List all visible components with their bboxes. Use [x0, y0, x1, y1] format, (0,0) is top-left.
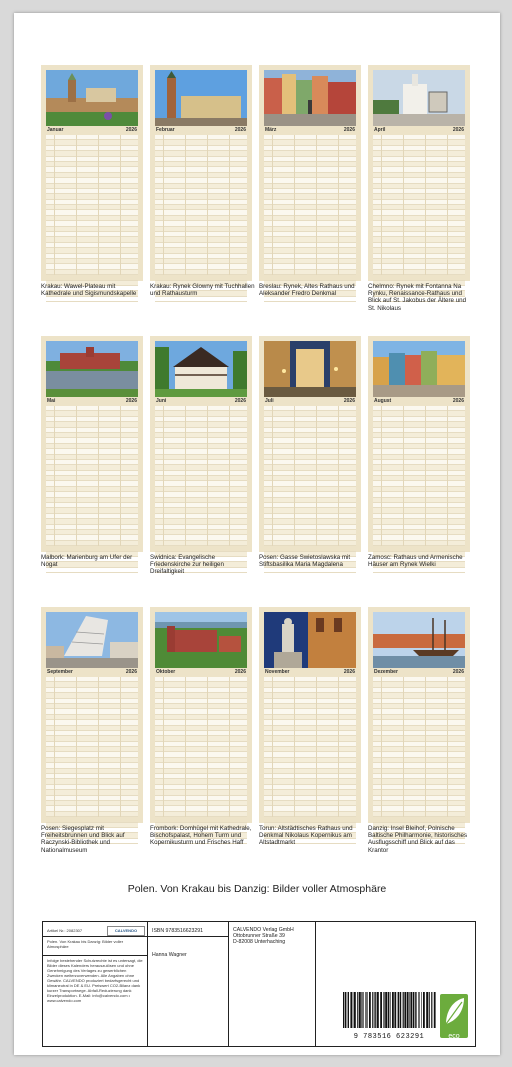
barcode-bar	[345, 992, 346, 1028]
planner-column-line	[98, 135, 99, 275]
planner-column-line	[207, 677, 208, 817]
photo-september	[46, 612, 138, 668]
eco-badge	[440, 994, 468, 1038]
month-year: 2026	[452, 398, 464, 404]
barcode-bars	[339, 992, 439, 1028]
photo-februar	[155, 70, 247, 126]
planner-column-line	[272, 406, 273, 546]
calendar-sheet	[14, 13, 500, 1055]
barcode-bar	[375, 992, 376, 1028]
barcode-bar	[390, 992, 391, 1028]
barcode-bar	[403, 992, 404, 1028]
planner-column-line	[381, 677, 382, 817]
month-card-januar	[41, 65, 143, 281]
photo-oktober	[155, 612, 247, 668]
month-year: 2026	[234, 669, 246, 675]
month-year: 2026	[234, 127, 246, 133]
planner-row	[264, 568, 356, 573]
month-card-oktober	[150, 607, 252, 823]
publisher-column	[229, 922, 316, 1046]
product-info-column	[43, 922, 148, 1046]
article-number: Artikel Nr.: 2082307	[47, 928, 83, 933]
barcode-bar	[361, 992, 362, 1028]
calendar-subtitle: Polen. Von Krakau bis Danzig: Bilder voller Atmosphäre	[127, 883, 387, 895]
photo-august	[373, 341, 465, 397]
planner-grid	[264, 406, 356, 546]
planner-column-line	[76, 677, 77, 817]
planner-column-line	[381, 135, 382, 275]
caption-april: Chelmno: Rynek mit Fontanna Na Rynku, Renaissance-Rathaus und Blick auf St. Jakobus der Ältere und St. Nikolaus	[368, 283, 467, 312]
publisher-city: D-82008 Unterhaching	[233, 939, 286, 945]
barcode-bar	[343, 992, 344, 1028]
planner-grid	[264, 135, 356, 275]
planner-column-line	[54, 135, 55, 275]
month-year: 2026	[452, 127, 464, 133]
barcode-bar	[366, 992, 367, 1028]
calvendo-logo: CALVENDO	[107, 926, 145, 936]
barcode-bar	[372, 992, 373, 1028]
month-name: Dezember	[374, 669, 398, 675]
planner-column-line	[338, 406, 339, 546]
planner-column-line	[272, 135, 273, 275]
month-card-juni	[150, 336, 252, 552]
barcode-bar	[413, 992, 414, 1028]
planner-column-line	[207, 406, 208, 546]
planner-grid	[155, 406, 247, 546]
planner-column-line	[229, 677, 230, 817]
month-name: Juni	[156, 398, 167, 404]
barcode-bar	[348, 992, 349, 1028]
caption-januar: Krakau: Wawel-Plateau mit Kathedrale und Sigismundskapelle	[41, 283, 137, 298]
barcode-number: 9 783516 623291	[353, 1033, 425, 1041]
photo-dezember	[373, 612, 465, 668]
barcode-bar	[423, 992, 425, 1028]
barcode-bar	[353, 992, 354, 1028]
month-card-september	[41, 607, 143, 823]
barcode-bar	[400, 992, 401, 1028]
barcode-bar	[429, 992, 430, 1028]
planner-column-line	[294, 135, 295, 275]
planner-grid	[373, 677, 465, 817]
planner-column-line	[185, 135, 186, 275]
planner-column-line	[294, 406, 295, 546]
planner-column-line	[163, 135, 164, 275]
barcode-bar	[421, 992, 422, 1028]
planner-column-line	[98, 677, 99, 817]
planner-column-line	[425, 677, 426, 817]
publisher-street: Ottobrunner Straße 39	[233, 933, 285, 939]
barcode-bar	[377, 992, 379, 1028]
planner-column-line	[447, 677, 448, 817]
planner-column-line	[425, 406, 426, 546]
caption-dezember: Danzig: Insel Bleihof, Polnische Baltische Philharmonie, historisches Ausflugsschiff und Blick auf das Krantor	[368, 825, 468, 854]
author-name: Hanna Wagner	[152, 952, 187, 958]
eco-label: eco	[448, 1033, 460, 1040]
planner-column-line	[120, 135, 121, 275]
barcode-bar	[369, 992, 371, 1028]
planner-column-line	[316, 135, 317, 275]
photo-juni	[155, 341, 247, 397]
planner-column-line	[120, 406, 121, 546]
planner-grid	[155, 135, 247, 275]
barcode-bar	[431, 992, 432, 1028]
planner-column-line	[294, 677, 295, 817]
caption-oktober: Frombork: Domhügel mit Kathedrale, Bischofspalast, Hohem Turm und Kopernikusturm und Frisches Haff	[150, 825, 252, 847]
month-year: 2026	[125, 669, 137, 675]
barcode-bar	[434, 992, 436, 1028]
barcode-bar	[416, 992, 417, 1028]
barcode-bar	[365, 992, 366, 1028]
planner-column-line	[207, 135, 208, 275]
planner-column-line	[120, 677, 121, 817]
barcode-bar	[418, 992, 419, 1028]
photo-mai	[46, 341, 138, 397]
caption-august: Zamosc: Rathaus und Armenische Häuser am Rynek Wielki	[368, 554, 463, 569]
barcode-bar	[380, 992, 382, 1028]
barcode-bar	[354, 992, 356, 1028]
planner-column-line	[316, 406, 317, 546]
month-year: 2026	[234, 398, 246, 404]
month-year: 2026	[125, 127, 137, 133]
caption-september: Posen: Siegesplatz mit Freiheitsbrunnen und Blick auf Raczynski-Bibliothek und Nationalmuseum	[41, 825, 125, 854]
month-card-mai	[41, 336, 143, 552]
product-info-box	[42, 921, 476, 1047]
month-name: Mai	[47, 398, 56, 404]
planner-column-line	[229, 406, 230, 546]
barcode-column	[316, 922, 475, 1046]
planner-column-line	[54, 677, 55, 817]
month-card-dezember	[368, 607, 470, 823]
month-year: 2026	[343, 398, 355, 404]
barcode-bar	[385, 992, 387, 1028]
month-year: 2026	[125, 398, 137, 404]
planner-column-line	[54, 406, 55, 546]
legal-notice: Infolge bestehender Schutzrechte ist es untersagt, die Bilder dieses Kalenders herauszulösen und ohne Genehmigung des Verlages zu gewerblichen Zwecken weiterzuverwenden. Alle Angaben ohne Gewähr. CALVENDO produziert bedarfsgerecht und klimaneutral in DE & EU. Preiswert CO2-Bilanz dank kurzer Transportwege. Abfall-Reduzierung dank Einzelproduktion. E-Mail: info@calvendo.com • www.calvendo.com	[47, 958, 143, 1003]
leaf-icon	[440, 994, 468, 1028]
planner-column-line	[76, 135, 77, 275]
month-name: März	[265, 127, 277, 133]
barcode-bar	[392, 992, 394, 1028]
planner-grid	[264, 677, 356, 817]
planner-column-line	[403, 406, 404, 546]
month-card-februar	[150, 65, 252, 281]
barcode-bar	[404, 992, 406, 1028]
barcode-bar	[410, 992, 412, 1028]
barcode	[339, 992, 439, 1041]
planner-row	[264, 297, 356, 302]
planner-grid	[373, 406, 465, 546]
caption-juli: Posen: Gasse Swietoslawska mit Stiftsbasilika Maria Magdalena	[259, 554, 351, 569]
month-name: August	[374, 398, 392, 404]
caption-november: Torun: Altstädtisches Rathaus und Denkmal Nikolaus Kopernikus am Altstadtmarkt	[259, 825, 353, 847]
month-card-november	[259, 607, 361, 823]
month-card-maerz	[259, 65, 361, 281]
planner-grid	[46, 677, 138, 817]
planner-grid	[46, 406, 138, 546]
month-name: April	[374, 127, 386, 133]
barcode-bar	[374, 992, 375, 1028]
planner-column-line	[185, 406, 186, 546]
barcode-bar	[409, 992, 410, 1028]
planner-column-line	[338, 135, 339, 275]
planner-column-line	[163, 677, 164, 817]
barcode-bar	[383, 992, 384, 1028]
product-title: Polen. Von Krakau bis Danzig: Bilder voller Atmosphäre	[47, 939, 124, 949]
caption-juni: Swidnica: Evangelische Friedenskirche zur heiligen Dreifaltigkeit	[150, 554, 224, 576]
month-name: Juli	[265, 398, 274, 404]
barcode-bar	[363, 992, 364, 1028]
barcode-bar	[350, 992, 352, 1028]
planner-column-line	[185, 677, 186, 817]
isbn: ISBN 9783516623291	[152, 928, 204, 934]
month-card-april	[368, 65, 470, 281]
month-card-juli	[259, 336, 361, 552]
barcode-bar	[415, 992, 416, 1028]
barcode-bar	[407, 992, 409, 1028]
planner-column-line	[76, 406, 77, 546]
month-name: November	[265, 669, 290, 675]
planner-grid	[155, 677, 247, 817]
photo-juli	[264, 341, 356, 397]
isbn-column	[148, 922, 229, 1046]
planner-row	[155, 297, 247, 302]
planner-column-line	[229, 135, 230, 275]
month-year: 2026	[452, 669, 464, 675]
publisher-name: CALVENDO Verlag GmbH	[233, 927, 294, 933]
planner-row	[373, 568, 465, 573]
caption-mai: Malbork: Marienburg am Ufer der Nogat	[41, 554, 133, 569]
planner-grid	[46, 135, 138, 275]
planner-column-line	[403, 135, 404, 275]
planner-column-line	[425, 135, 426, 275]
month-year: 2026	[343, 127, 355, 133]
caption-februar: Krakau: Rynek Glowny mit Tuchhallen und Rathausturm	[150, 283, 255, 298]
barcode-bar	[357, 992, 358, 1028]
planner-column-line	[316, 677, 317, 817]
photo-november	[264, 612, 356, 668]
planner-column-line	[381, 406, 382, 546]
month-year: 2026	[343, 669, 355, 675]
month-name: September	[47, 669, 73, 675]
photo-april	[373, 70, 465, 126]
barcode-bar	[394, 992, 396, 1028]
barcode-bar	[359, 992, 361, 1028]
photo-januar	[46, 70, 138, 126]
photo-maerz	[264, 70, 356, 126]
caption-maerz: Breslau: Rynek, Altes Rathaus und Aleksander Fredro Denkmal	[259, 283, 355, 298]
barcode-bar	[398, 992, 400, 1028]
planner-row	[46, 568, 138, 573]
barcode-bar	[426, 992, 428, 1028]
month-name: Oktober	[156, 669, 176, 675]
planner-grid	[373, 135, 465, 275]
planner-column-line	[403, 677, 404, 817]
barcode-bar	[388, 992, 390, 1028]
planner-column-line	[447, 135, 448, 275]
month-name: Januar	[47, 127, 64, 133]
planner-column-line	[272, 677, 273, 817]
month-name: Februar	[156, 127, 175, 133]
planner-column-line	[447, 406, 448, 546]
planner-column-line	[338, 677, 339, 817]
barcode-bar	[347, 992, 348, 1028]
planner-column-line	[98, 406, 99, 546]
month-card-august	[368, 336, 470, 552]
planner-column-line	[163, 406, 164, 546]
planner-row	[46, 297, 138, 302]
